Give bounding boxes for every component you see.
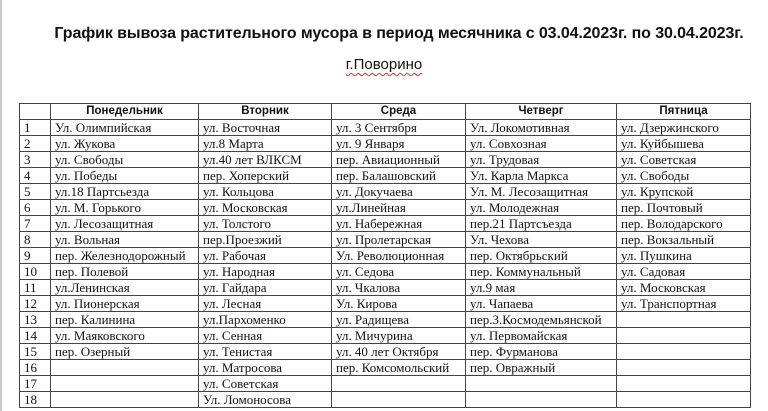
monday-cell	[51, 376, 199, 392]
friday-cell	[617, 328, 751, 344]
thursday-cell	[466, 200, 617, 216]
friday-cell	[617, 344, 751, 360]
tuesday-cell	[199, 200, 332, 216]
table-row	[20, 296, 751, 312]
row-number	[20, 136, 51, 152]
cell-text: ул. Седова	[336, 264, 395, 279]
monday-cell	[51, 184, 199, 200]
tuesday-cell	[199, 168, 332, 184]
thursday-cell	[466, 376, 617, 392]
table-row	[20, 184, 751, 200]
tuesday-cell	[199, 392, 332, 408]
table-row	[20, 248, 751, 264]
spellcheck-underline: Хоперский	[228, 168, 290, 183]
table-row	[20, 280, 751, 296]
cell-text: 17	[24, 376, 37, 391]
cell-text: ул. Пионерская	[55, 296, 140, 311]
row-number	[20, 248, 51, 264]
cell-text: ул. Сенная	[203, 328, 263, 343]
cell-text: 6	[24, 200, 31, 215]
cell-text: ул. Жукова	[55, 136, 116, 151]
row-number	[20, 280, 51, 296]
friday-cell	[617, 216, 751, 232]
thursday-cell	[466, 232, 617, 248]
row-number	[20, 152, 51, 168]
tuesday-cell	[199, 344, 332, 360]
row-number	[20, 120, 51, 136]
cell-text: 13	[24, 312, 37, 327]
tuesday-cell	[199, 360, 332, 376]
row-number	[20, 216, 51, 232]
wednesday-cell	[332, 216, 466, 232]
wednesday-cell	[332, 264, 466, 280]
cell-text: ул. Рабочая	[203, 248, 266, 263]
thursday-cell	[466, 360, 617, 376]
cell-text: пер.Проезжий	[203, 232, 282, 247]
cell-text: ул. Трудовая	[470, 152, 540, 167]
monday-cell	[51, 248, 199, 264]
cell-text: ул. Кольцова	[203, 184, 274, 199]
table-row	[20, 328, 751, 344]
table-row	[20, 376, 751, 392]
wednesday-cell	[332, 296, 466, 312]
cell-text: ул. Толстого	[203, 216, 271, 231]
cell-text: ул. Радищева	[336, 312, 410, 327]
row-number	[20, 328, 51, 344]
cell-text: пер. Авиационный	[336, 152, 440, 167]
cell-text: ул. Набережная	[336, 216, 423, 231]
header-number	[20, 104, 51, 120]
cell-text: ул. Московская	[621, 280, 706, 295]
thursday-cell	[466, 136, 617, 152]
cell-text: 3	[24, 152, 31, 167]
table-row	[20, 360, 751, 376]
cell-text: ул. Вольная	[55, 232, 121, 247]
monday-cell	[51, 328, 199, 344]
cell-text: ул. Тенистая	[203, 344, 273, 359]
cell-text: ул. Совхозная	[470, 136, 547, 151]
row-number	[20, 200, 51, 216]
spellcheck-underline: Балашовский	[361, 168, 436, 183]
friday-cell	[617, 200, 751, 216]
cell-text: ул. Московская	[203, 200, 288, 215]
cell-text: 2	[24, 136, 31, 151]
cell-text: ул.18 Партсьезда	[55, 184, 150, 199]
wednesday-cell	[332, 184, 466, 200]
wednesday-cell	[332, 392, 466, 408]
cell-text: пер. Фурманова	[470, 344, 558, 359]
tuesday-cell	[199, 184, 332, 200]
monday-cell	[51, 280, 199, 296]
cell-text: ул. Пролетарская	[336, 232, 432, 247]
friday-cell	[617, 376, 751, 392]
monday-cell	[51, 392, 199, 408]
cell-text: ул. Транспортная	[621, 296, 717, 311]
cell-text: пер. Почтовый	[621, 200, 703, 215]
cell-text: 8	[24, 232, 31, 247]
cell-text: ул. Восточная	[203, 120, 281, 135]
cell-text: 9	[24, 248, 31, 263]
cell-text: 14	[24, 328, 37, 343]
friday-cell	[617, 296, 751, 312]
cell-text: ул. Народная	[203, 264, 276, 279]
cell-text: ул. Докучаева	[336, 184, 413, 199]
cell-text: ул. Чапаева	[470, 296, 534, 311]
cell-text: пер. Озерный	[55, 344, 131, 359]
spellcheck-underline: ул.Линейная	[336, 200, 406, 215]
cell-text: 1	[24, 120, 31, 135]
cell-text: пер. Октябрьский	[470, 248, 568, 263]
header-row	[20, 104, 751, 120]
cell-text: ул. Матросова	[203, 360, 283, 375]
cell-text: ул. Свободы	[55, 152, 124, 167]
monday-cell	[51, 360, 199, 376]
header-tuesday: Вторник	[199, 104, 332, 120]
tuesday-cell	[199, 376, 332, 392]
thursday-cell	[466, 328, 617, 344]
cell-text: пер. Калинина	[55, 312, 136, 327]
table-row	[20, 232, 751, 248]
wednesday-cell	[332, 376, 466, 392]
wednesday-cell	[332, 232, 466, 248]
cell-text: ул. 40 лет Октября	[336, 344, 439, 359]
spellcheck-underline: ул.Ленинская	[55, 280, 130, 295]
thursday-cell	[466, 184, 617, 200]
cell-text: ул. Свободы	[621, 168, 690, 183]
friday-cell	[617, 264, 751, 280]
friday-cell	[617, 392, 751, 408]
wednesday-cell	[332, 248, 466, 264]
cell-text: ул. Молодежная	[470, 200, 560, 215]
row-number	[20, 376, 51, 392]
cell-text: ул. Лесная	[203, 296, 262, 311]
cell-text	[470, 312, 602, 327]
thursday-cell	[466, 168, 617, 184]
row-number	[20, 296, 51, 312]
cell-text: ул. Лесозащитная	[55, 216, 154, 231]
cell-text: пер. Хоперский	[203, 168, 290, 183]
header-monday: Понедельник	[51, 104, 199, 120]
table-row	[20, 152, 751, 168]
cell-text: ул. Мичурина	[336, 328, 413, 343]
cell-text: 18	[24, 392, 37, 407]
cell-text: 16	[24, 360, 37, 375]
wednesday-cell	[332, 344, 466, 360]
city-subtitle	[0, 56, 768, 73]
wednesday-cell	[332, 328, 466, 344]
thursday-cell	[466, 264, 617, 280]
monday-cell	[51, 216, 199, 232]
thursday-cell	[466, 296, 617, 312]
monday-cell	[51, 136, 199, 152]
cell-text: ул. 9 Января	[336, 136, 405, 151]
thursday-cell	[466, 280, 617, 296]
friday-cell	[617, 312, 751, 328]
friday-cell	[617, 232, 751, 248]
cell-text: Ул. Революционная	[336, 248, 445, 263]
cell-text	[336, 200, 406, 215]
tuesday-cell	[199, 248, 332, 264]
cell-text: 12	[24, 296, 37, 311]
tuesday-cell	[199, 216, 332, 232]
cell-text: Ул. Локомотивная	[470, 120, 570, 135]
friday-cell	[617, 136, 751, 152]
cell-text: ул.9 мая	[470, 280, 516, 295]
wednesday-cell	[332, 152, 466, 168]
cell-text: ул. Победы	[55, 168, 118, 183]
cell-text: ул. Первомайская	[470, 328, 568, 343]
cell-text: 5	[24, 184, 31, 199]
cell-text: 4	[24, 168, 31, 183]
cell-text: ул.40 лет ВЛКСМ	[203, 152, 302, 167]
cell-text: Ул. Карла Маркса	[470, 168, 569, 183]
cell-text	[55, 280, 130, 295]
cell-text: ул. Пушкина	[621, 248, 692, 263]
cell-text: ул. Советская	[203, 376, 279, 391]
thursday-cell	[466, 248, 617, 264]
tuesday-cell	[199, 232, 332, 248]
spellcheck-underline: ул.Пархоменко	[203, 312, 286, 327]
thursday-cell	[466, 312, 617, 328]
tuesday-cell	[199, 312, 332, 328]
spellcheck-underline: Партсьезда	[86, 184, 150, 199]
table-row	[20, 264, 751, 280]
cell-text: 7	[24, 216, 31, 231]
schedule-table	[19, 103, 751, 408]
monday-cell	[51, 344, 199, 360]
thursday-cell	[466, 216, 617, 232]
thursday-cell	[466, 392, 617, 408]
cell-text: ул. Куйбышева	[621, 136, 704, 151]
monday-cell	[51, 120, 199, 136]
cell-text: пер. Балашовский	[336, 168, 436, 183]
friday-cell	[617, 360, 751, 376]
wednesday-cell	[332, 360, 466, 376]
cell-text: ул. Крупской	[621, 184, 694, 199]
cell-text: Ул. М. Лесозащитная	[470, 184, 589, 199]
friday-cell	[617, 168, 751, 184]
monday-cell	[51, 296, 199, 312]
cell-text: пер. Комсомольский	[336, 360, 450, 375]
table-row	[20, 312, 751, 328]
monday-cell	[51, 152, 199, 168]
cell-text: ул. 3 Сентября	[336, 120, 417, 135]
cell-text: Ул. Ломоносова	[203, 392, 291, 407]
row-number	[20, 184, 51, 200]
cell-text: ул. М. Горького	[55, 200, 141, 215]
friday-cell	[617, 248, 751, 264]
thursday-cell	[466, 152, 617, 168]
wednesday-cell	[332, 200, 466, 216]
cell-text: 11	[24, 280, 37, 295]
tuesday-cell	[199, 120, 332, 136]
row-number	[20, 168, 51, 184]
row-number	[20, 360, 51, 376]
monday-cell	[51, 168, 199, 184]
document-title: График вывоза растительного мусора в период месячника с 03.04.2023г. по 30.04.2023г.	[54, 25, 744, 42]
table-row	[20, 216, 751, 232]
cell-text: ул.8 Марта	[203, 136, 264, 151]
cell-text: 10	[24, 264, 37, 279]
cell-text: 15	[24, 344, 37, 359]
cell-text: ул. Садовая	[621, 264, 686, 279]
tuesday-cell	[199, 328, 332, 344]
cell-text: Ул. Кирова	[336, 296, 398, 311]
cell-text: ул. Чкалова	[336, 280, 401, 295]
row-number	[20, 392, 51, 408]
monday-cell	[51, 312, 199, 328]
tuesday-cell	[199, 152, 332, 168]
cell-text: ул. Советская	[621, 152, 697, 167]
header-thursday: Четверг	[466, 104, 617, 120]
header-wednesday: Среда	[332, 104, 466, 120]
wednesday-cell	[332, 120, 466, 136]
cell-text: пер. Коммунальный	[470, 264, 581, 279]
table-row	[20, 136, 751, 152]
wednesday-cell	[332, 168, 466, 184]
friday-cell	[617, 152, 751, 168]
friday-cell	[617, 120, 751, 136]
tuesday-cell	[199, 296, 332, 312]
row-number	[20, 344, 51, 360]
spellcheck-underline: пер.З.Космодемьянской	[470, 312, 602, 327]
tuesday-cell	[199, 264, 332, 280]
monday-cell	[51, 200, 199, 216]
tuesday-cell	[199, 136, 332, 152]
table-row	[20, 168, 751, 184]
cell-text: ул. Гайдара	[203, 280, 267, 295]
cell-text: пер. Железнодорожный	[55, 248, 186, 263]
row-number	[20, 264, 51, 280]
cell-text: пер. Вокзальный	[621, 232, 715, 247]
cell-text: пер.21 Партсъезда	[470, 216, 572, 231]
cell-text: пер. Полевой	[55, 264, 129, 279]
thursday-cell	[466, 120, 617, 136]
cell-text: ул. Дзержинского	[621, 120, 719, 135]
monday-cell	[51, 264, 199, 280]
table-row	[20, 120, 751, 136]
header-friday: Пятница	[617, 104, 751, 120]
row-number	[20, 312, 51, 328]
table-row	[20, 344, 751, 360]
thursday-cell	[466, 344, 617, 360]
cell-text: ул. Маяковского	[55, 328, 145, 343]
tuesday-cell	[199, 280, 332, 296]
cell-text	[203, 312, 286, 327]
friday-cell	[617, 184, 751, 200]
table-row	[20, 392, 751, 408]
city-name: г.Поворино	[345, 56, 423, 73]
friday-cell	[617, 280, 751, 296]
wednesday-cell	[332, 280, 466, 296]
table-row	[20, 200, 751, 216]
wednesday-cell	[332, 312, 466, 328]
row-number	[20, 232, 51, 248]
wednesday-cell	[332, 136, 466, 152]
cell-text: Ул. Олимпийская	[55, 120, 152, 135]
cell-text: пер. Володарского	[621, 216, 723, 231]
monday-cell	[51, 232, 199, 248]
cell-text: пер. Овражный	[470, 360, 556, 375]
cell-text: Ул. Чехова	[470, 232, 530, 247]
